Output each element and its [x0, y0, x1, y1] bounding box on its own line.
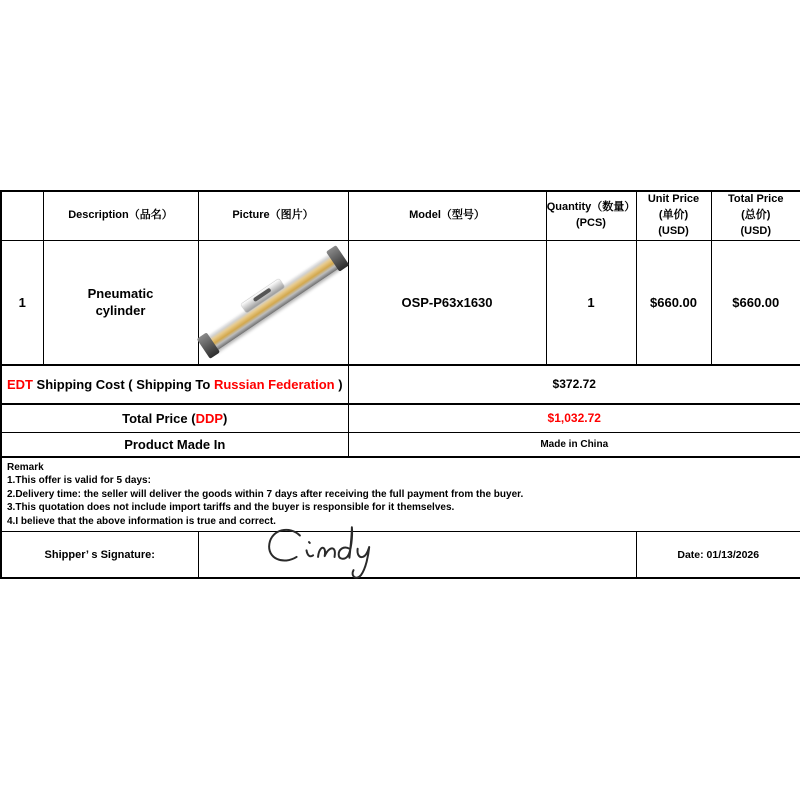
- shipping-cost-cell: [348, 365, 800, 404]
- product-total-price-value: $660.00: [732, 294, 780, 310]
- header-model-label: Model（型号）: [409, 208, 485, 221]
- header-quantity: [546, 191, 636, 240]
- quotation-table: [0, 190, 800, 579]
- remark-line-3: 3.This quotation does not include import tariffs and the buyer is responsible for it themselves.: [7, 502, 455, 514]
- total-price-row: [1, 404, 800, 433]
- product-total-price: [711, 240, 800, 365]
- handwritten-signature-image: [257, 516, 389, 588]
- product-index-value: 1: [18, 294, 26, 310]
- product-unit-price: [636, 240, 711, 365]
- date-cell: [636, 532, 800, 579]
- remark-line-2: 2.Delivery time: the seller will deliver the goods within 7 days after receiving the full payment from the buyer.: [7, 488, 524, 500]
- product-row: [1, 240, 800, 365]
- header-unit-price-line2: (单价): [658, 208, 689, 221]
- shipping-destination: Russian Federation: [213, 376, 335, 392]
- header-quantity-line1: Quantity（数量）: [546, 200, 636, 213]
- made-in-value-cell: [348, 432, 800, 457]
- remark-row: [1, 457, 800, 532]
- header-description: [43, 191, 198, 240]
- remark-line-1: 1.This offer is valid for 5 days:: [7, 475, 151, 487]
- product-description: [43, 240, 198, 365]
- total-price-value: $1,032.72: [547, 411, 601, 426]
- shipping-cost-value: $372.72: [552, 377, 596, 392]
- shipping-method-label: EDT: [6, 376, 33, 392]
- header-unit-price: [636, 191, 711, 240]
- product-index: [1, 240, 43, 365]
- header-total-price-line3: (USD): [740, 224, 772, 237]
- shipping-label-cell: [1, 365, 348, 404]
- product-picture-cell: [198, 240, 348, 365]
- cylinder-body: [205, 252, 341, 352]
- header-total-price: [711, 191, 800, 240]
- product-model-value: OSP-P63x1630: [401, 294, 493, 310]
- total-price-label: Total Price (: [122, 410, 196, 426]
- total-price-label-cell: [1, 404, 348, 433]
- table-header-row: [1, 191, 800, 240]
- header-model: [348, 191, 546, 240]
- product-unit-price-value: $660.00: [650, 294, 697, 310]
- header-unit-price-line1: Unit Price: [647, 193, 700, 205]
- date-value: Date: 01/13/2026: [677, 548, 760, 561]
- header-picture: [198, 191, 348, 240]
- header-quantity-line2: (PCS): [576, 216, 606, 229]
- total-price-label-close: ): [223, 410, 228, 426]
- shipping-label-text: Shipping Cost ( Shipping To: [32, 376, 214, 392]
- shipping-label-close: ): [334, 376, 343, 392]
- made-in-label: Product Made In: [124, 436, 226, 452]
- made-in-value: Made in China: [540, 438, 609, 450]
- product-image: [198, 248, 347, 357]
- header-unit-price-line3: (USD): [658, 224, 689, 237]
- product-description-value: Pneumatic cylinder: [87, 285, 154, 319]
- product-quantity-value: 1: [587, 294, 595, 310]
- header-total-price-line2: (总价): [741, 208, 771, 221]
- shipper-signature-label-cell: [1, 532, 198, 579]
- remark-line-4: 4.I believe that the above information is true and correct.: [7, 515, 276, 527]
- signature-row: [1, 532, 800, 579]
- header-total-price-line1: Total Price: [728, 193, 784, 205]
- header-description-label: Description（品名）: [68, 208, 173, 221]
- signature-area: [198, 532, 636, 579]
- made-in-label-cell: [1, 432, 348, 457]
- product-model: [348, 240, 546, 365]
- made-in-row: [1, 432, 800, 457]
- product-quantity: [546, 240, 636, 365]
- total-price-value-cell: [348, 404, 800, 433]
- remark-cell: [1, 457, 800, 532]
- shipper-signature-label: Shipper’ s Signature:: [44, 548, 155, 561]
- shipping-row: [1, 365, 800, 404]
- remark-title: Remark: [7, 461, 44, 473]
- header-picture-label: Picture（图片）: [232, 208, 314, 221]
- incoterm-label: DDP: [195, 410, 224, 426]
- header-index-cell: [1, 191, 43, 240]
